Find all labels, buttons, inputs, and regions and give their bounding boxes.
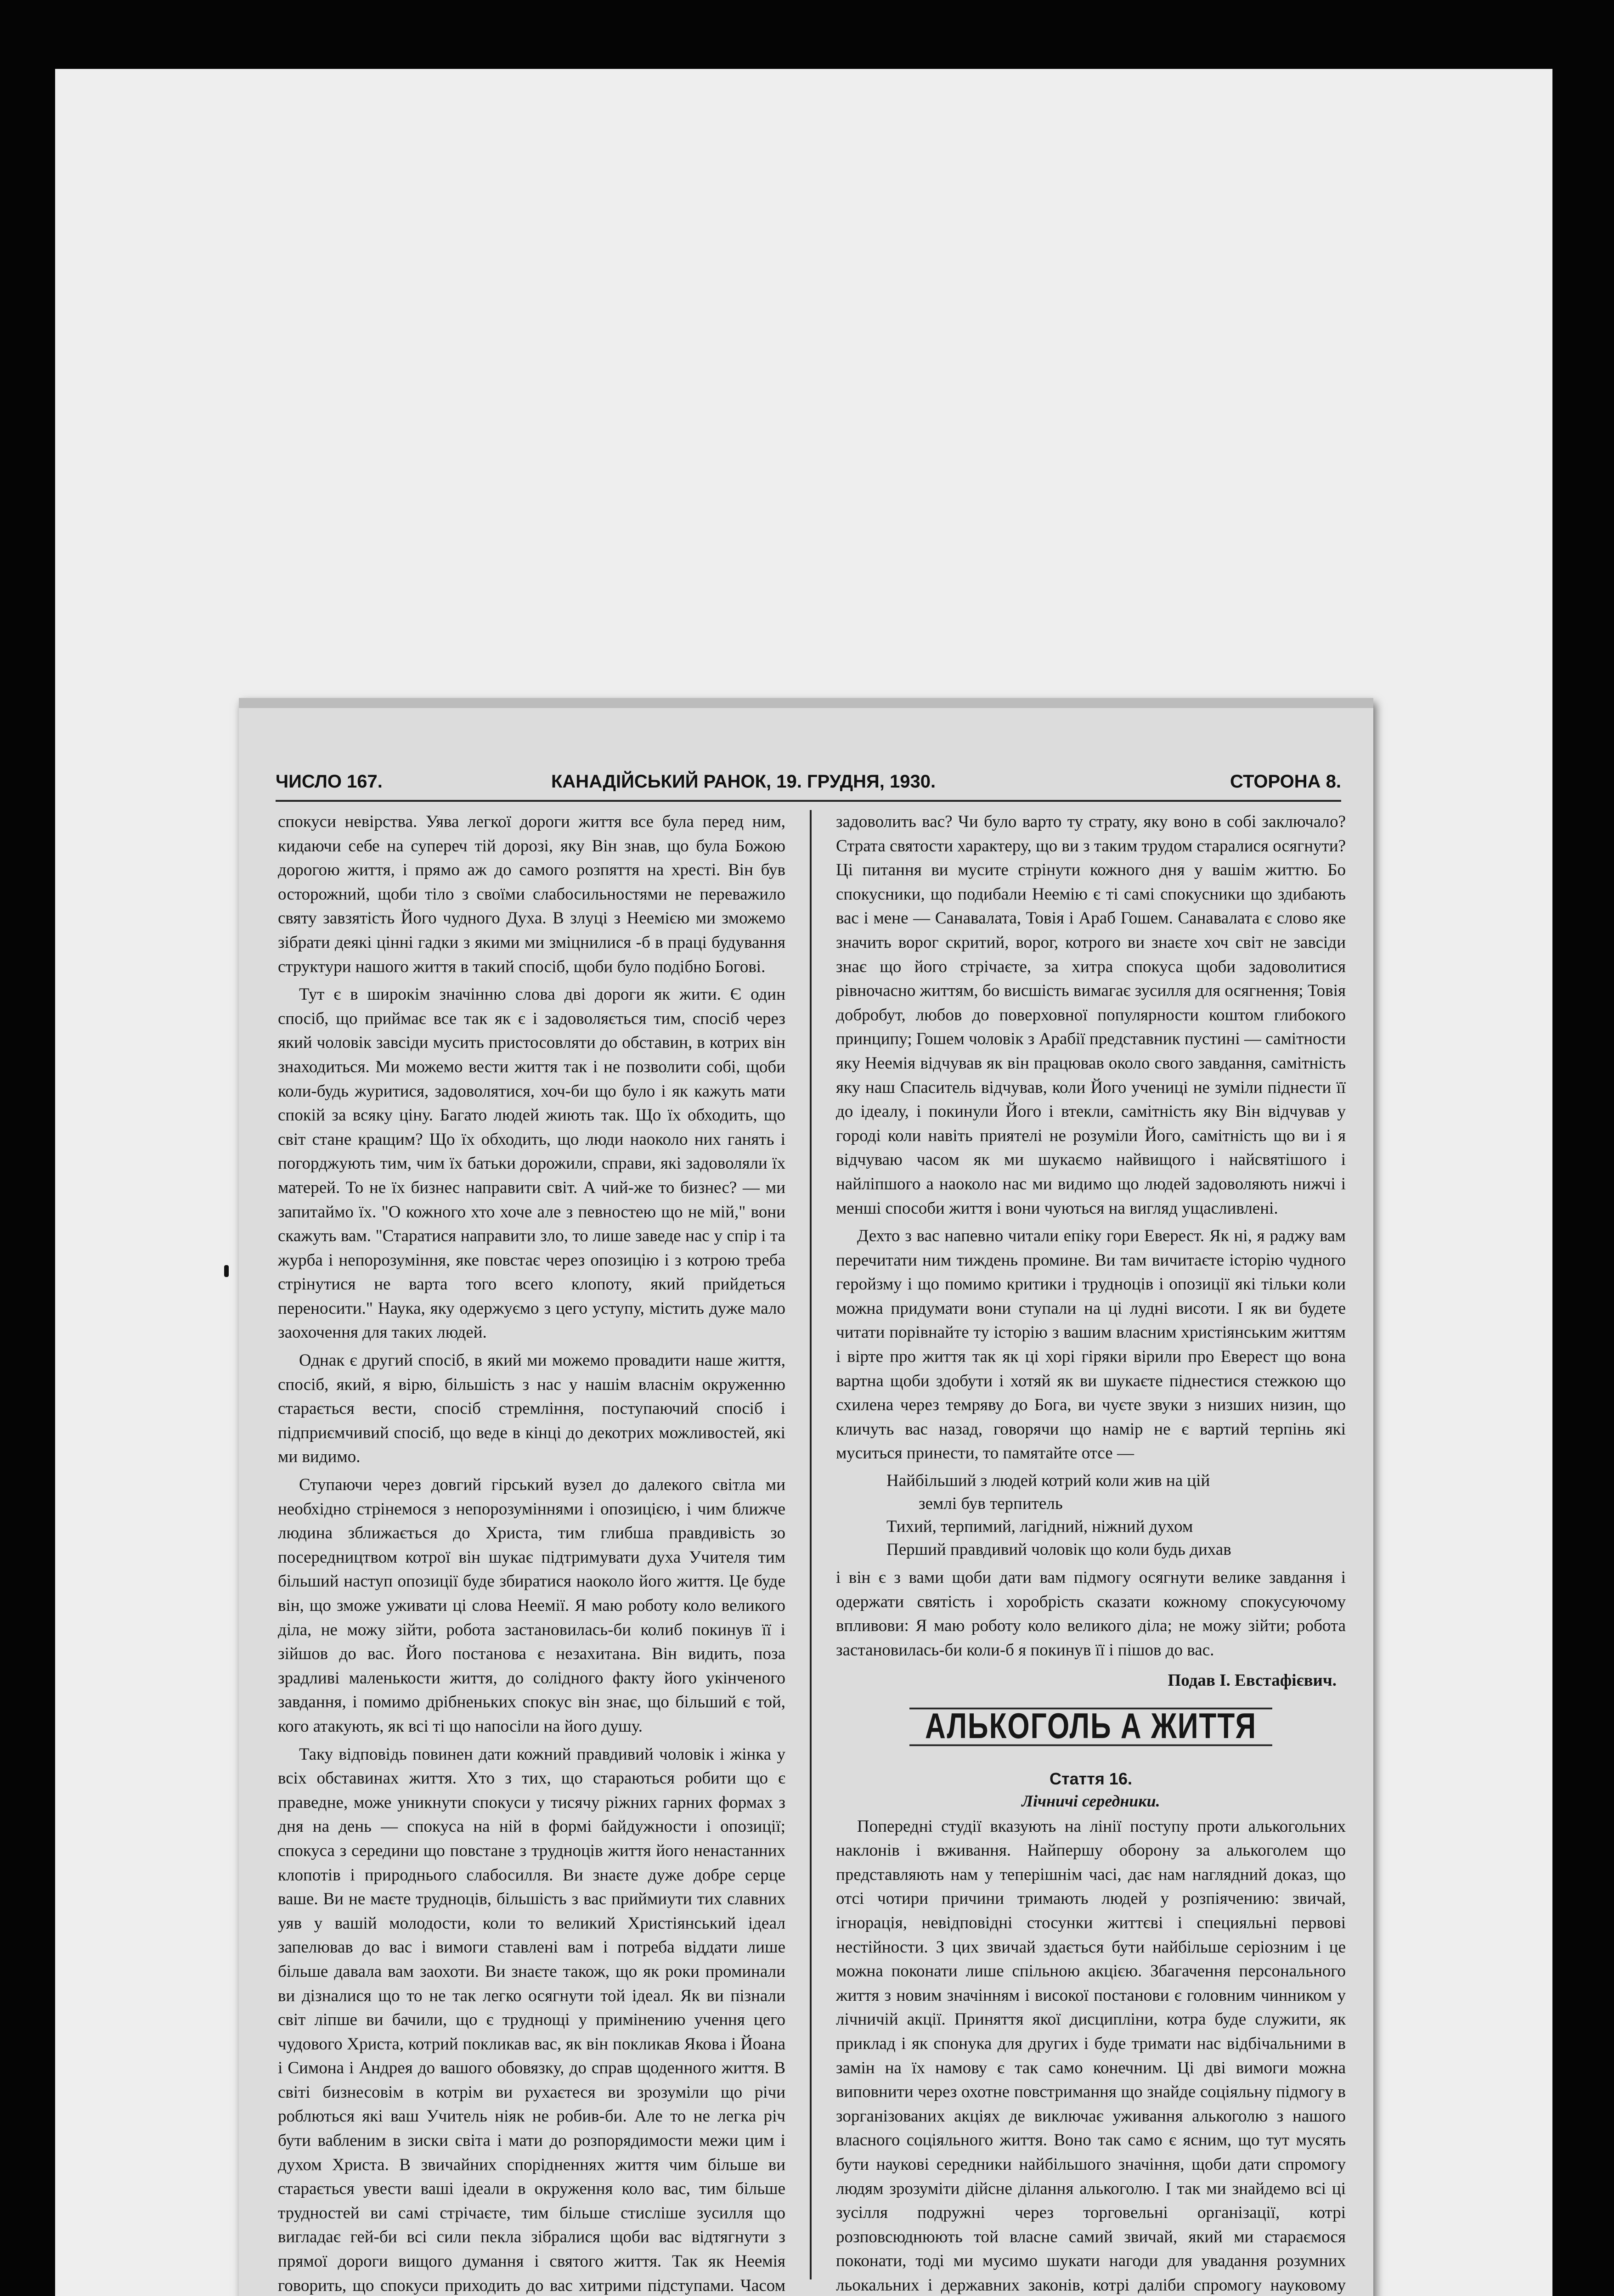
paragraph: Попередні студії вказують на лінії поступу проти алькогольних наклонів і вживання. Найпершу оборону за алькоголем що представляють нам у теперішнім часі, дає нам наглядний доказ, що отсі чотири причини тримають людей у розпіячению: звичай, ігнорація, невідповідні стосунки життєві і специяльні первові нестійности. З цих звичай здається бути найбільше серіозним і це можна поконати лише спільною акцією. Збагачення персонального життя з новим значінням і високої постанови є головним чинником у лічничій акції. Приняття якої дисципліни, котра буде служити, як приклад і як спонука для других і буде тримати нас відбічальними в замін на їх намову є так само конечним. Ці дві вимоги можна виповнити через охотне повстримання що знайде соціяльну підмогу в зорганізованих акціях де виключає уживання алькоголю з нашого власного соціяльного життя. Воно так само є ясним, що тут мусять бути наукові середники найбільшого значіння, щоби дати спромогу людям зрозуміти дійсне ділання алькоголю. І так ми знайдемо всі ці зусілля подружні через торговельні організації, котрі розповсюднюють той власне самий звичай, який ми стараємося поконати, тоді ми мусимо шукати нагоди для увадання розумних льокальних і державних законів, котрі даліби спромогу науковому	[836, 1817, 1346, 2295]
paragraph: Таку відповідь повинен дати кожний правдивий чоловік і жінка у всіх обставинах життя. Хто з тих, що стараються робити що є праведне, може уникнути спокуси у тисячу ріжних гарних формах з дня на день — спокуса на ній в формі байдужности і опозиції; спокуса з середини що повстане з трудноців життя його ненастанних клопотів і природнього слабосилля. Ви знаєте дуже добре серце ваше. Ви не маєте трудноців, більшість з вас приймиути тих славних уяв у вашій молодости, коли то великий Христіянський ідеал запелював до вас і вимоги ставлені вам і потреба віддати лише більше давала вам заохоти. Ви знаєте також, що як роки проминали ви дізналися що то не так легко осягнути той ідеал. Як ви пізнали світ ліпше ви бачили, що є труднощі у примінению учення цего чудового Христа, котрий покликав вас, як він покликав Якова і Йоана і Симона і Андрея до вашого обовязку, до справ щоденного життя. В світі бизнесовім в котрім ви рухаєтеся ви зрозуміли що річи роблються які ваш Учитель ніяк не робив-би. Але то не легка річ бути вабленим в зиски світа і мати до розпорядимости межи цим і духом Христа. В звичайних спорідненнях життя чим більше ви старається увести ваші ідеали в окруження коло вас, тим більше трудностей ви самі стрічаєте, тим більше стисліше зусилля що вигладає гей-би всі сили пекла зібралися щоби вас відтягнути з прямої дороги вищого думання і святого життя. Так як Неемія говорить, що спокуси приходить до вас хитрими підступами. Часом	[278, 1745, 785, 2295]
poem	[836, 1469, 1346, 1561]
page-header	[276, 771, 1341, 799]
newspaper-page	[239, 698, 1373, 2296]
left-column	[278, 810, 785, 2295]
poem-line: Тихий, терпимий, лагідний, ніжний духом	[886, 1517, 1193, 1536]
paragraph: і він є з вами щоби дати вам підмогу осягнути велике завдання і одержати святість і хоробрість сказати кожному спокусуючому впливови: Я маю роботу коло великого діла; не можу зійти; робота застановилась-би коли-б я покинув її і пішов до вас.	[836, 1568, 1346, 1660]
paragraph: спокуси невірства. Уява легкої дороги життя все була перед ним, кидаючи себе на супереч тій дорозі, яку Він знав, що була Божою дорогою життя, і прямо аж до самого розпяття на хресті. Він був осторожний, щоби тіло з своїми слабосильностями не переважило святу завзятість Його чудного Духа. В злуці з Неемією ми зможемо зібрати деякі цінні гадки з якими ми зміцнилися -б в праці будування структури нашого життя в такий спосіб, щоби було подібно Богові.	[278, 812, 785, 976]
page-number: СТОРОНА 8.	[1230, 771, 1341, 792]
paragraph: Тут є в широкім значінню слова дві дороги як жити. Є один спосіб, що приймає все так як є і задоволяється тим, спосіб через який чоловік завсіди мусить пристосовляти до обставин, в котрих він знаходиться. Ми можемо вести життя так і не позволити собі, щоби коли-будь журитися, задоволятися, хоч-би що було і як кажуть мати спокій за всяку ціну. Багато людей жиють так. Що їх обходить, що світ стане кращим? Що їх обходить, що люди наоколо них ганять і погорджують тим, чим їх батьки дорожили, справи, які задоволяли їх матерей. То не їх бизнес направити світ. А чий-же то бизнес? — ми запитаймо їх. "О кожного хто хоче але з певностею що не мій," вони скажуть вам. "Старатися направити зло, то лише заведе нас у спір і та журба і непорозуміння, яке повстає через опозицію і з котрою треба стрінутися не варта того всего клопоту, який прийдеться переносити." Наука, яку одержуємо з цего уступу, містить дуже мало заохочення для таких людей.	[278, 985, 785, 1342]
film-artifact	[224, 1265, 229, 1277]
paragraph: Ступаючи через довгий гірський вузел до далекого світла ми необхідно стрінемося з непорозуміннями і опозицією, і чим ближче людина зближається до Христа, тим глибша правдивість зо посередництвом котрої він шукає підтримувати духа Учителя тим більший наступ опозиції буде збиратися наоколо його життя. Це буде він, що зможе уживати ці слова Неемії. Я маю роботу коло великого діла, не можу зійти, робота застановилась-би колиб покинув її і зійшов до вас. Його постанова є незахитана. Він видить, поза зрадливі маленькости життя, до солідного факту його укінченого завдання, і помимо дрібненьких спокус він знає, що більший є той, кого атакують, як всі ті що напосіли на його душу.	[278, 1475, 785, 1736]
newspaper-title: КАНАДІЙСЬКИЙ РАНОК, 19. ГРУДНЯ, 1930.	[551, 771, 936, 792]
issue-number: ЧИСЛО 167.	[276, 771, 383, 792]
poem-line: Перший правдивий чоловік що коли будь дихав	[886, 1540, 1231, 1559]
article-title	[836, 1708, 1346, 1746]
header-rule	[276, 800, 1341, 802]
article-subtitle: Лічничі середники.	[1021, 1791, 1160, 1810]
paragraph: задоволить вас? Чи було варто ту страту, яку воно в собі заключало? Страта святости характеру, що ви з таким трудом старалися осягнути? Ці питання ви мусите стрінути кожного дня у вашім життю. Бо спокусники, що подибали Неемію є ті самі спокусники що здибають вас і мене — Санавалата, Товія і Араб Гошем. Санавалата є слово яке значить ворог скритий, ворог, котрого ви знаєте хоч світ не завсіди знає що його стрічаєте, за хитра спокуса щоби задоволитися рівночасно життям, бо висшість вимагає зусилля для осягнення; Товія добробут, любов до поверховної популярности коштом глибокого принципу; Гошем чоловік з Арабії представник пустині — самітности яку Неемія відчував як він працював около свого завдання, самітність яку наш Спаситель відчував, коли Його учениці не зуміли піднести її до ідеалу, і покинули Його і втекли, самітність яку Він відчував у городі коли навіть приятелі не розуміли Його, самітність що ви і я відчуваю часом як ми шукаємо найвищого і найсвятішого і найліпшого а наоколо нас ми видимо що людей задоволяють нижчі і менші способи життя і вони чуються на вигляд ущасливлені.	[836, 812, 1346, 1218]
author-signature: Подав І. Евстафієвич.	[1168, 1671, 1337, 1690]
poem-line: Найбільший з людей котрий коли жив на цій	[886, 1471, 1210, 1491]
column-divider	[810, 810, 812, 2279]
poem-line: землі був терпитель	[919, 1494, 1063, 1514]
paragraph: Однак є другий спосіб, в який ми можемо провадити наше життя, спосіб, який, я вірю, більшість з нас у нашім власнім окруженню старається вести, спосіб стремління, поступаючий спосіб і підприємчивий спосіб, що веде в кінці до декотрих можливостей, які ми видимо.	[278, 1351, 785, 1467]
article-section: Стаття 16.	[1050, 1769, 1132, 1788]
paragraph: Дехто з вас напевно читали епіку гори Еверест. Як ні, я раджу вам перечитати ним тиждень промине. Ви там вичитаєте історію чудного геройзму і що помимо критики і трудноців і опозиції які тільки коли можна придумати вони ступали на ці лудні висоти. І як ви будете читати порівнайте ту історію з вашим власним христіянським життям і вірте про життя так як ці хорі гіряки вірили про Еверест що вона вартна щоби здобути і хотяй як ви шукаєте піднестися стежкою що схилена через темряву до Бога, ви чуєте звуки з низших низин, що кличуть вас назад, говорячи що намір не є вартий терпінь які муситься принести, то памятайте отсе —	[836, 1227, 1346, 1463]
article-title-text: АЛЬКОГОЛЬ А ЖИТТЯ	[909, 1708, 1272, 1746]
right-column	[836, 810, 1346, 2295]
